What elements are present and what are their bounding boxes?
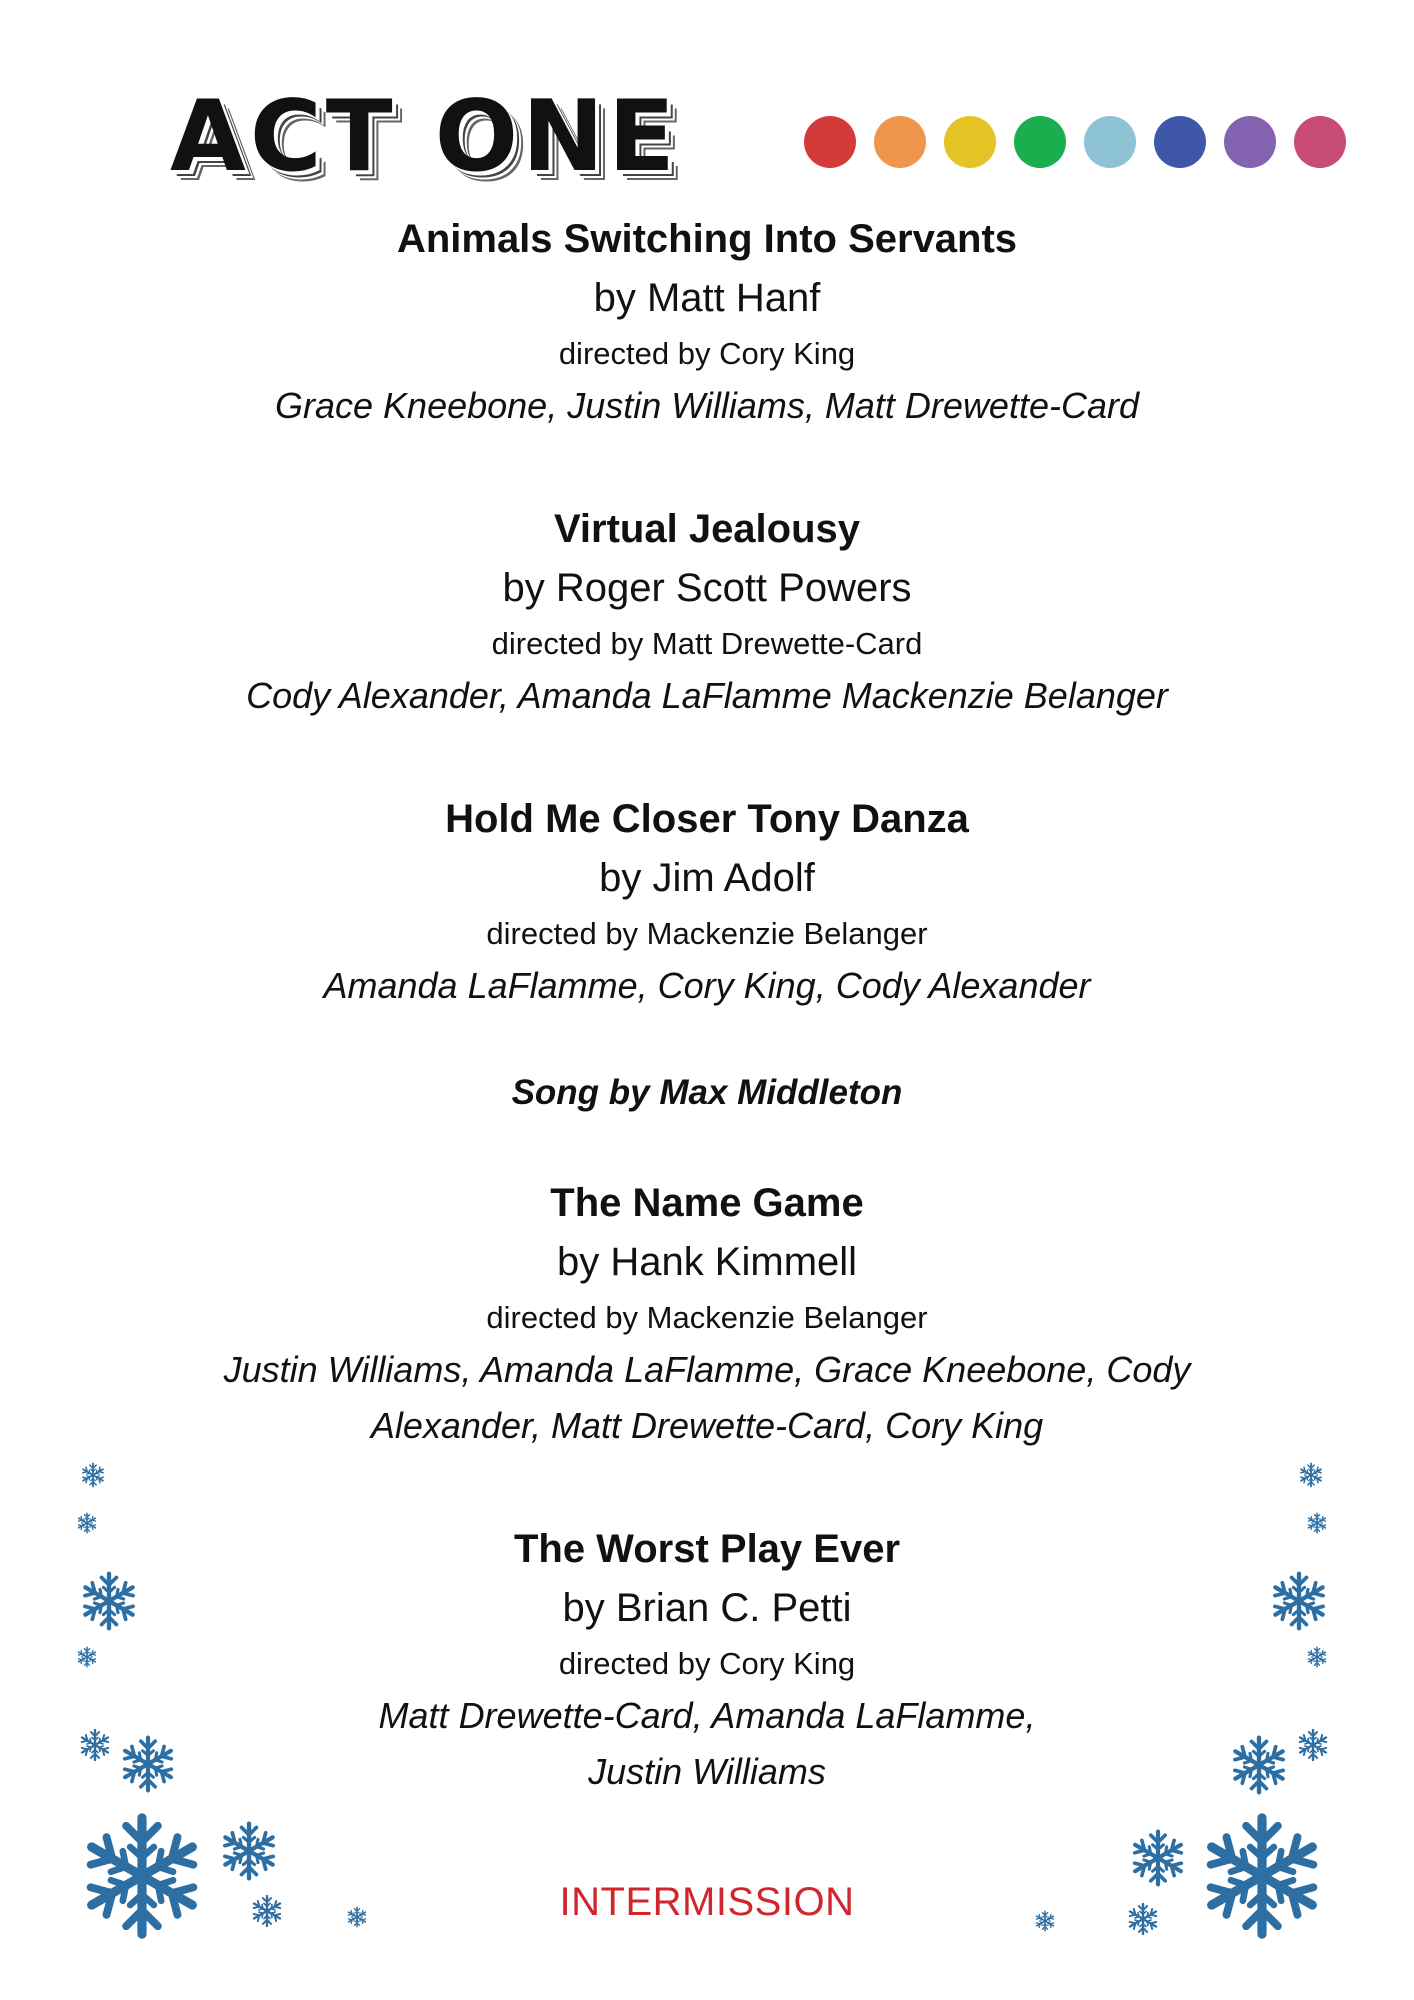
snowflake-icon [76, 1646, 98, 1668]
play-author: by Brian C. Petti [562, 1586, 852, 1630]
color-dot [1014, 116, 1066, 168]
snowflake-icon [78, 1570, 140, 1632]
play-entry [0, 792, 1414, 1014]
song-credit: Song by Max Middleton [511, 1073, 903, 1112]
play-entry [0, 1522, 1414, 1800]
snowflake-icon [1298, 1462, 1324, 1488]
color-dot [944, 116, 996, 168]
snowflake-icon [1126, 1902, 1160, 1936]
play-director: directed by Mackenzie Belanger [486, 1300, 928, 1335]
snowflake-icon [346, 1906, 368, 1928]
snowflake-icon [78, 1728, 112, 1762]
snowflake-icon [218, 1820, 280, 1882]
color-dot [1224, 116, 1276, 168]
snowflake-icon [1296, 1728, 1330, 1762]
snowflake-icon [1306, 1646, 1328, 1668]
play-entry [0, 212, 1414, 434]
play-cast: Amanda LaFlamme, Cory King, Cody Alexander [323, 965, 1091, 1006]
snowflake-icon [1268, 1570, 1330, 1632]
act-title: ACT ONE [170, 80, 680, 194]
snowflake-icon [250, 1894, 284, 1928]
play-director: directed by Mackenzie Belanger [486, 916, 928, 951]
play-entry [0, 502, 1414, 724]
play-author: by Jim Adolf [599, 856, 815, 900]
play-title: Virtual Jealousy [553, 507, 861, 551]
play-author: by Hank Kimmell [556, 1240, 858, 1284]
snowflake-icon [1306, 1512, 1328, 1534]
play-title: The Worst Play Ever [513, 1527, 901, 1571]
play-author: by Matt Hanf [593, 276, 821, 320]
color-dot [1084, 116, 1136, 168]
play-cast: Justin Williams, Amanda LaFlamme, Grace Kneebone, Cody Alexander, Matt Drewette-Card, Cory King [223, 1349, 1191, 1446]
color-dot [1154, 116, 1206, 168]
snowflake-icon [1128, 1828, 1188, 1888]
snowflake-icon [80, 1462, 106, 1488]
snowflake-icon [1034, 1910, 1056, 1932]
snowflake-icon [76, 1810, 208, 1942]
play-title: Hold Me Closer Tony Danza [445, 797, 969, 841]
play-entry [0, 1176, 1414, 1454]
color-dot [874, 116, 926, 168]
snowflake-icon [1196, 1810, 1328, 1942]
color-dot [1294, 116, 1346, 168]
play-cast: Matt Drewette-Card, Amanda LaFlamme, Justin Williams [378, 1695, 1036, 1792]
snowflake-icon [1228, 1734, 1290, 1796]
color-dots [804, 116, 1346, 168]
snowflake-icon [118, 1734, 178, 1794]
play-title: Animals Switching Into Servants [396, 217, 1018, 261]
snowflake-icon [76, 1512, 98, 1534]
play-director: directed by Cory King [558, 336, 856, 371]
program-list [0, 212, 1414, 1800]
play-title: The Name Game [550, 1181, 864, 1225]
intermission-label: INTERMISSION [559, 1880, 855, 1924]
play-cast: Cody Alexander, Amanda LaFlamme Mackenzie Belanger [246, 675, 1168, 716]
play-author: by Roger Scott Powers [502, 566, 912, 610]
play-director: directed by Cory King [558, 1646, 856, 1681]
play-cast: Grace Kneebone, Justin Williams, Matt Drewette-Card [275, 385, 1139, 426]
color-dot [804, 116, 856, 168]
play-director: directed by Matt Drewette-Card [491, 626, 923, 661]
